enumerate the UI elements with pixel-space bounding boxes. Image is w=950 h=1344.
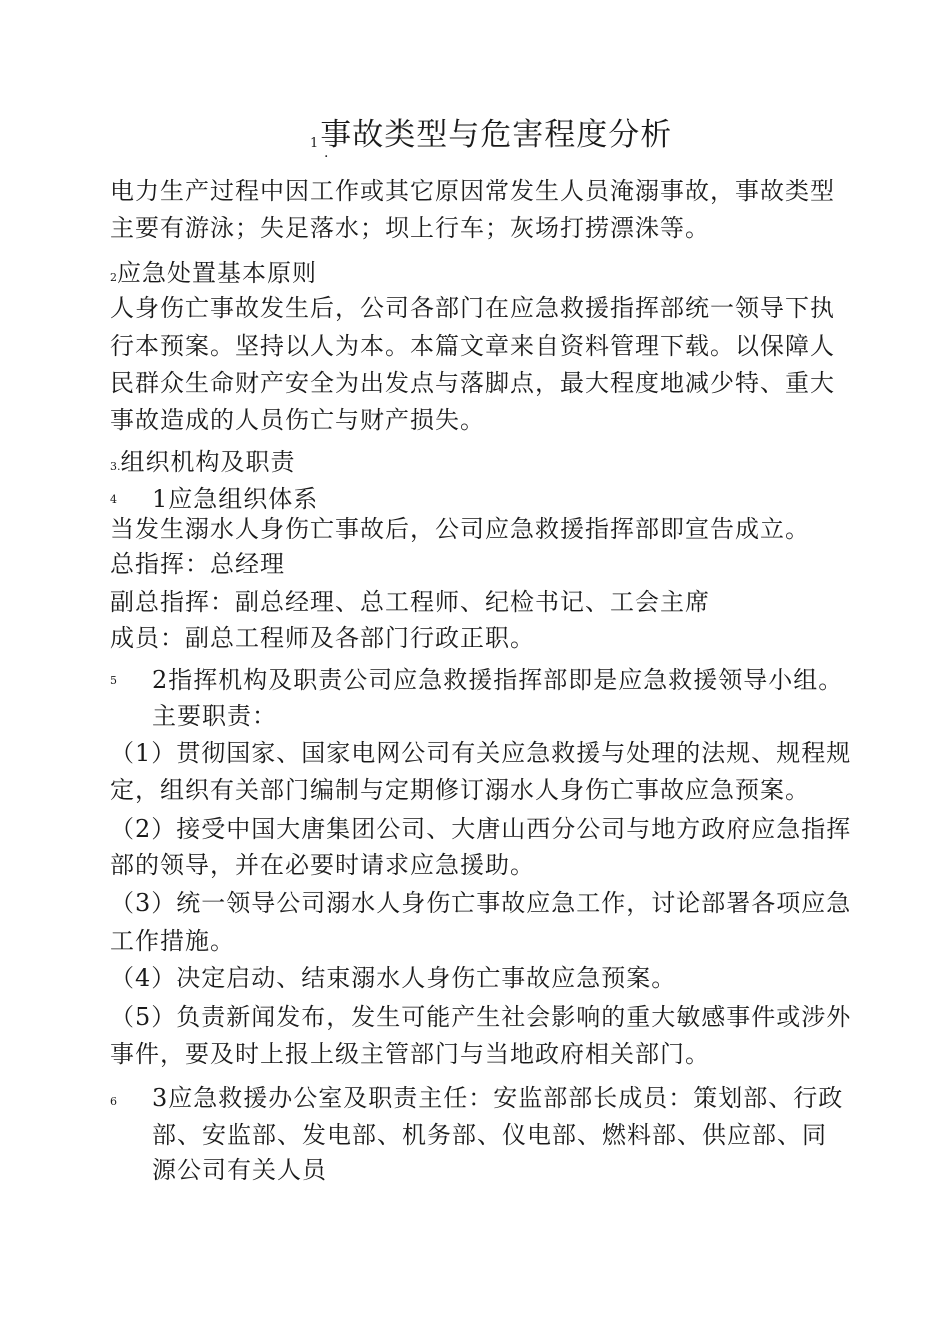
duty-3-line-2: 工作措施。 xyxy=(110,927,235,955)
duty-5-line-2: 事件，要及时上报上级主管部门与当地政府相关部门。 xyxy=(110,1040,710,1068)
duty-3-line-1: （3）统一领导公司溺水人身伤亡事故应急工作，讨论部署各项应急 xyxy=(110,889,852,917)
document-title xyxy=(310,115,672,164)
sec4-heading: 1应急组织体系 xyxy=(152,485,319,513)
title-text: 事故类型与危害程度分析 xyxy=(320,117,673,153)
sec4-number: 4 xyxy=(110,493,117,506)
sec3-heading-text: 组织机构及职责 xyxy=(120,448,296,476)
sec6-line-1: 3应急救援办公室及职责主任：安监部部长成员：策划部、行政 xyxy=(152,1084,844,1112)
sec3-number: 3. xyxy=(110,460,121,473)
sec2-line-3: 民群众生命财产安全为出发点与落脚点，最大程度地减少特、重大 xyxy=(110,369,835,397)
title-dot: · xyxy=(324,149,329,165)
sec2-number: 2 xyxy=(110,271,117,284)
sec6-number: 6 xyxy=(110,1095,117,1108)
sec1-line-2: 主要有游泳；失足落水；坝上行车；灰场打捞漂洙等。 xyxy=(110,214,710,242)
duty-4-line-1: （4）决定启动、结束溺水人身伤亡事故应急预案。 xyxy=(110,964,677,992)
sec4-line-4: 成员：副总工程师及各部门行政正职。 xyxy=(110,624,535,652)
sec2-heading-text: 应急处置基本原则 xyxy=(117,259,317,287)
duty-1-line-1: （1）贯彻国家、国家电网公司有关应急救援与处理的法规、规程规 xyxy=(110,739,852,767)
duty-1-line-2: 定，组织有关部门编制与定期修订溺水人身伤亡事故应急预案。 xyxy=(110,776,810,804)
sec6-line-2: 部、安监部、发电部、机务部、仪电部、燃料部、供应部、同 xyxy=(152,1121,827,1149)
sec3-heading xyxy=(110,447,296,482)
sec5-line-2: 主要职责： xyxy=(152,702,277,730)
sec5-line-1: 2指挥机构及职责公司应急救援指挥部即是应急救援领导小组。 xyxy=(152,666,844,694)
sec1-line-1: 电力生产过程中因工作或其它原因常发生人员淹溺事故，事故类型 xyxy=(110,177,835,205)
duty-5-line-1: （5）负责新闻发布，发生可能产生社会影响的重大敏感事件或涉外 xyxy=(110,1003,852,1031)
title-number: 1 xyxy=(310,136,319,151)
sec2-line-1: 人身伤亡事故发生后，公司各部门在应急救援指挥部统一领导下执 xyxy=(110,294,835,322)
sec2-line-2: 行本预案。坚持以人为本。本篇文章来自资料管理下载。以保障人 xyxy=(110,332,835,360)
sec5-number: 5 xyxy=(110,674,117,687)
duty-2-line-1: （2）接受中国大唐集团公司、大唐山西分公司与地方政府应急指挥 xyxy=(110,815,852,843)
sec4-line-2: 总指挥：总经理 xyxy=(110,550,285,578)
sec2-heading xyxy=(110,258,317,293)
sec6-line-3: 源公司有关人员 xyxy=(152,1156,327,1184)
sec4-line-1: 当发生溺水人身伤亡事故后，公司应急救援指挥部即宣告成立。 xyxy=(110,515,810,543)
sec4-line-3: 副总指挥：副总经理、总工程师、纪检书记、工会主席 xyxy=(110,588,710,616)
sec2-line-4: 事故造成的人员伤亡与财产损失。 xyxy=(110,406,485,434)
duty-2-line-2: 部的领导，并在必要时请求应急援助。 xyxy=(110,851,535,879)
